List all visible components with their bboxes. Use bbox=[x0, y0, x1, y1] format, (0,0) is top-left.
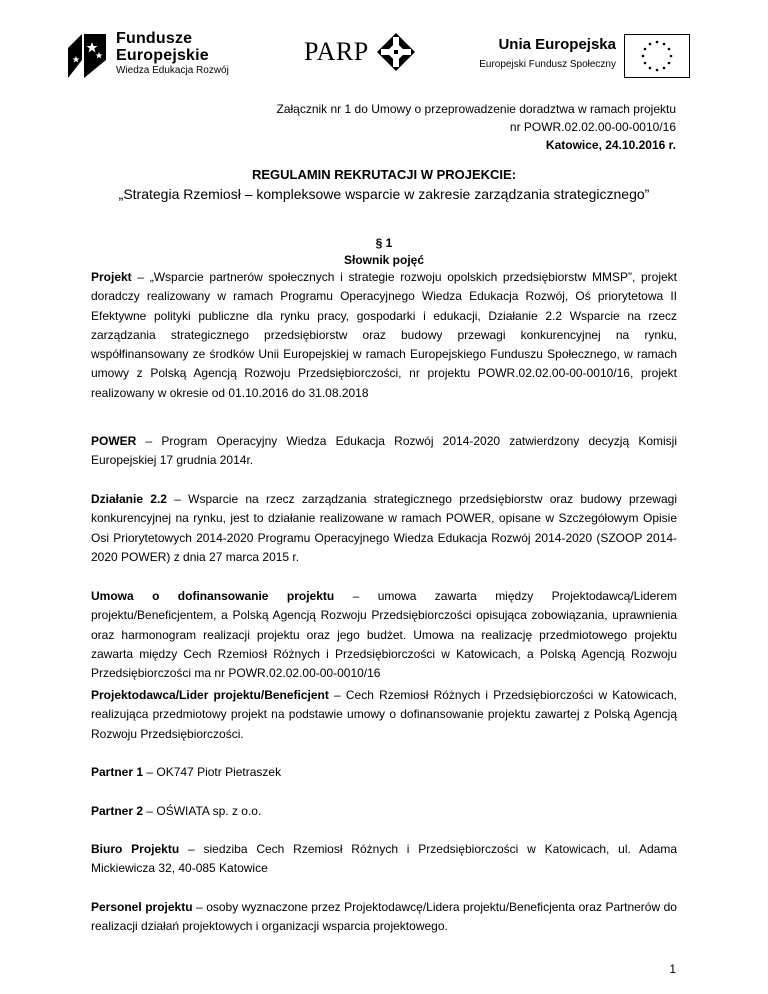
eu-flag-icon bbox=[624, 34, 690, 78]
fe-logo-line3: Wiedza Edukacja Rozwój bbox=[116, 65, 229, 76]
attachment-line1: Załącznik nr 1 do Umowy o przeprowadzenie doradztwa w ramach projektu bbox=[276, 102, 676, 116]
definition-text: – OK747 Piotr Pietraszek bbox=[143, 765, 282, 779]
definition-text: – Program Operacyjny Wiedza Edukacja Rozwój 2014-2020 zatwierdzony decyzją Komisji Europejskiej 17 grudnia 2014r. bbox=[91, 434, 677, 468]
parp-logo bbox=[304, 32, 424, 72]
ue-logo-line2: Europejski Fundusz Społeczny bbox=[479, 59, 616, 70]
fe-logo-line2: Europejskie bbox=[116, 47, 209, 64]
definition-text: – OŚWIATA sp. z o.o. bbox=[143, 804, 262, 818]
definition-text: – umowa zawarta między Projektodawcą/Liderem projektu/Beneficjentem, a Polską Agencją Rozwoju Przedsiębiorczości opisująca zobowiązania, uprawnienia oraz harmonogram realizacji projektu oraz jego budżet. Umowa na realizację przedmiotowego projektu zawarta między Cech Rzemiosł Różnych i Przedsiębiorczości w Katowicach, a Polską Agencją Rozwoju Przedsiębiorczości ma nr POWR.02.02.00-00-0010/16 bbox=[91, 589, 677, 681]
definition-projektodawca bbox=[91, 686, 677, 744]
definition-term: Umowa o dofinansowanie projektu bbox=[91, 589, 335, 603]
definition-term: POWER bbox=[91, 434, 137, 448]
parp-mark-icon bbox=[376, 32, 416, 72]
attachment-note bbox=[276, 100, 676, 154]
page-number: 1 bbox=[669, 962, 676, 976]
definition-dzialanie bbox=[91, 490, 677, 567]
definition-term: Partner 1 bbox=[91, 765, 144, 779]
document-title: REGULAMIN REKRUTACJI W PROJEKCIE: bbox=[251, 167, 517, 182]
definition-personel bbox=[91, 898, 677, 937]
definition-term: Projekt bbox=[91, 270, 132, 284]
parp-logo-text: PARP bbox=[304, 37, 369, 66]
definition-partner1 bbox=[91, 763, 677, 782]
attachment-line2: nr POWR.02.02.00-00-0010/16 bbox=[509, 120, 676, 134]
definition-term: Działanie 2.2 bbox=[91, 492, 167, 506]
definition-term: Partner 2 bbox=[91, 804, 144, 818]
section-number: § 1 bbox=[375, 236, 393, 250]
definition-power bbox=[91, 432, 677, 471]
definition-biuro bbox=[91, 840, 677, 879]
fe-logo-line1: Fundusze bbox=[116, 30, 193, 47]
definition-text: – „Wsparcie partnerów społecznych i strategie rozwoju opolskich przedsiębiorstw MMSP”, projekt doradczy realizowany w ramach Programu Operacyjnego Wiedza Edukacja Rozwój, Oś priorytetowa II Efektywne polityki publiczne dla rynku pracy, gospodarki i edukacji, Działanie 2.2 Wsparcie na rzecz zarządzania strategicznego przedsiębiorstw oraz budowy przewagi konkurencyjnej na rynku, współfinansowany ze środków Unii Europejskiej w ramach Europejskiego Funduszu Społecznego, w ramach umowy z Polską Agencją Rozwoju Przedsiębiorczości, nr projektu POWR.02.02.00-00-0010/16, projekt realizowany w okresie od 01.10.2016 do 31.08.2018 bbox=[91, 270, 677, 400]
definition-text: – Wsparcie na rzecz zarządzania strategicznego przedsiębiorstw oraz budowy przewagi konkurencyjnej na rynku, jest to działanie realizowane w ramach POWER, opisane w Szczegółowym Opisie Osi Priorytetowych 2014-2020 Programu Operacyjnego Wiedza Edukacja Rozwój 2014-2020 (SZOOP 2014-2020 POWER) z dnia 27 marca 2015 r. bbox=[91, 492, 677, 564]
ue-logo-line1: Unia Europejska bbox=[498, 36, 616, 53]
definition-term: Biuro Projektu bbox=[91, 842, 180, 856]
fundusze-europejskie-icon bbox=[66, 30, 110, 80]
unia-europejska-logo bbox=[470, 34, 690, 80]
document-subtitle: „Strategia Rzemiosł – kompleksowe wsparcie w zakresie zarządzania strategicznego” bbox=[118, 186, 650, 202]
definition-text: – osoby wyznaczone przez Projektodawcę/Lidera projektu/Beneficjenta oraz Partnerów do realizacji działań projektowych i organizacji wsparcia projektowego. bbox=[91, 900, 677, 934]
attachment-date: Katowice, 24.10.2016 r. bbox=[545, 138, 676, 152]
fundusze-europejskie-logo bbox=[66, 28, 236, 84]
definition-partner2 bbox=[91, 802, 677, 821]
definition-term: Projektodawca/Lider projektu/Beneficjent bbox=[91, 688, 329, 702]
definition-term: Personel projektu bbox=[91, 900, 193, 914]
definition-text: – Cech Rzemiosł Różnych i Przedsiębiorczości w Katowicach, realizująca przedmiotowy projekt na podstawie umowy o dofinansowanie projektu zawartej z Polską Agencją Rozwoju Przedsiębiorczości. bbox=[91, 688, 677, 741]
definition-text: – siedziba Cech Rzemiosł Różnych i Przedsiębiorczości w Katowicach, ul. Adama Mickiewicza 32, 40-085 Katowice bbox=[91, 842, 677, 876]
definition-umowa bbox=[91, 587, 677, 683]
definition-projekt bbox=[91, 268, 677, 403]
section-heading: Słownik pojęć bbox=[343, 253, 424, 267]
